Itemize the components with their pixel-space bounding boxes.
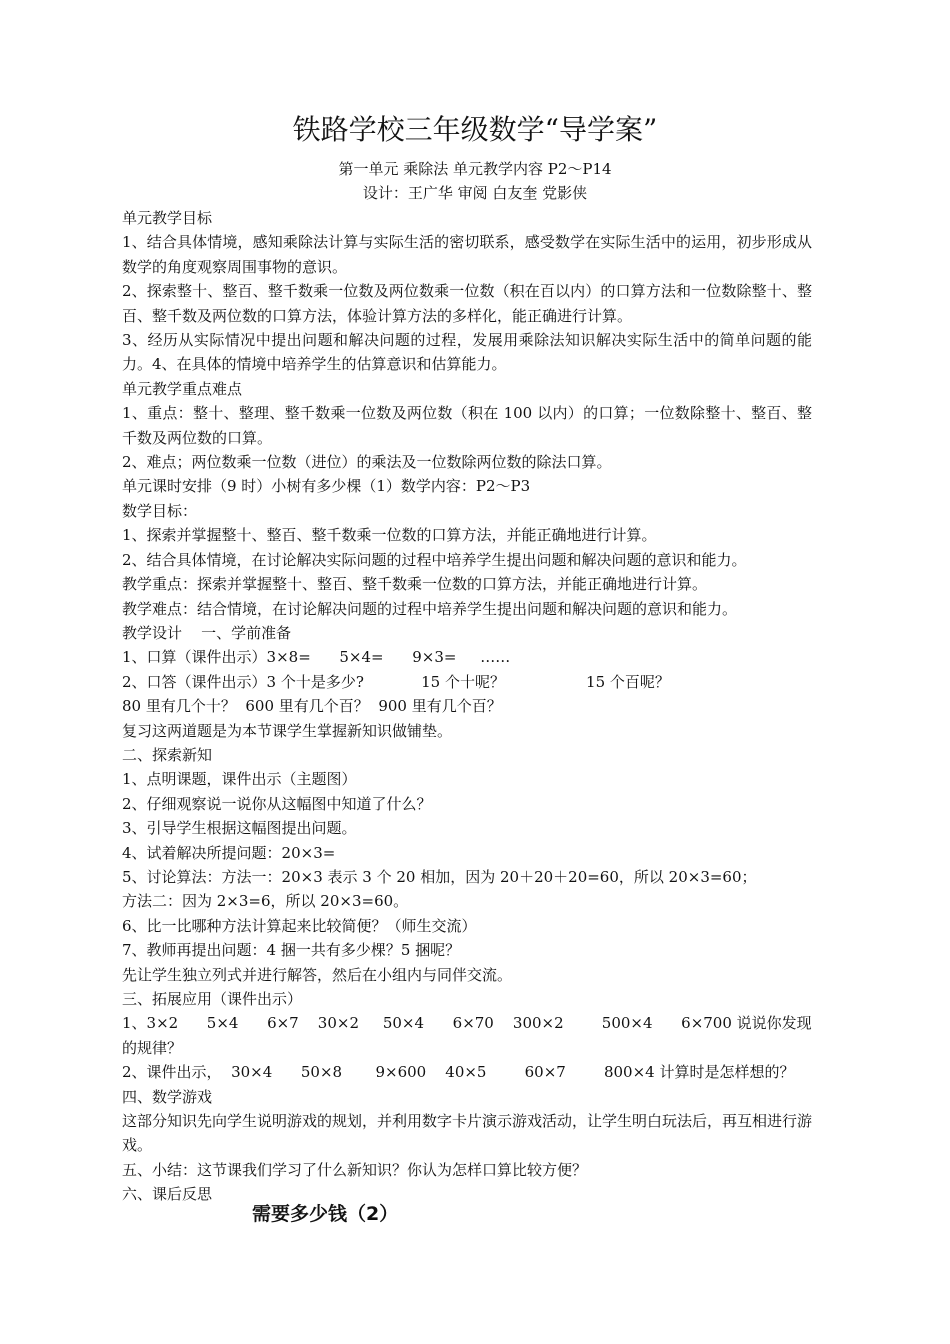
paragraph: 1、点明课题，课件出示（主题图） <box>122 770 357 789</box>
lesson-body <box>122 206 812 1207</box>
credits-line: 设计：王广华 审阅 白友奎 党影侠 <box>362 184 588 202</box>
paragraph: 复习这两道题是为本节课学生掌握新知识做铺垫。 <box>122 721 453 740</box>
paragraph: 先让学生独立列式并进行解答，然后在小组内与同伴交流。 <box>122 965 513 984</box>
paragraph: 五、小结：这节课我们学习了什么新知识？你认为怎样口算比较方便？ <box>122 1160 588 1179</box>
paragraph: 3、经历从实际情况中提出问题和解决问题的过程，发展用乘除法知识解决实际生活中的简单问题的能力。4、在具体的情境中培养学生的估算意识和估算能力。 <box>122 331 812 374</box>
paragraph: 2、仔细观察说一说你从这幅图中知道了什么？ <box>122 794 432 813</box>
unit-subtitle: 第一单元 乘除法 单元教学内容 P2～P14 <box>338 160 612 178</box>
section-heading: 四、数学游戏 <box>122 1087 213 1106</box>
section-heading: 三、拓展应用（课件出示） <box>122 990 303 1008</box>
paragraph: 教学重点：探索并掌握整十、整百、整千数乘一位数的口算方法，并能正确地进行计算。 <box>122 575 708 594</box>
paragraph: 80 里有几个十？ 600 里有几个百？ 900 里有几个百？ <box>122 697 502 716</box>
section-heading: 单元教学重点难点 <box>122 379 243 398</box>
paragraph: 1、结合具体情境，感知乘除法计算与实际生活的密切联系，感受数学在实际生活中的运用，初步形成从数学的角度观察周围事物的意识。 <box>122 233 812 276</box>
paragraph: 方法二：因为 2×3=6，所以 20×3=60。 <box>122 892 409 911</box>
paragraph: 2、结合具体情境，在讨论解决实际问题的过程中培养学生提出问题和解决问题的意识和能力。 <box>122 550 747 569</box>
paragraph: 6、比一比哪种方法计算起来比较简便？（师生交流） <box>122 916 477 935</box>
paragraph: 2、课件出示， 30×4 50×8 9×600 40×5 60×7 800×4 计算时是怎样想的？ <box>122 1063 795 1082</box>
next-lesson-title: 需要多少钱（2） <box>252 1203 399 1225</box>
section-heading: 教学设计 一、学前准备 <box>122 623 292 642</box>
section-heading: 二、探索新知 <box>122 745 213 764</box>
section-heading: 六、课后反思 <box>122 1185 213 1204</box>
paragraph: 1、重点：整十、整理、整千数乘一位数及两位数（积在 100 以内）的口算；一位数除整十、整百、整千数及两位数的口算。 <box>122 404 812 447</box>
paragraph: 这部分知识先向学生说明游戏的规划，并利用数字卡片演示游戏活动，让学生明白玩法后，再互相进行游戏。 <box>122 1112 813 1155</box>
paragraph: 5、讨论算法：方法一：20×3 表示 3 个 20 相加，因为 20＋20＋20=60，所以 20×3=60； <box>122 867 757 886</box>
paragraph: 单元课时安排（9 时）小树有多少棵（1）数学内容：P2～P3 <box>122 477 531 496</box>
paragraph: 1、3×2 5×4 6×7 30×2 50×4 6×70 300×2 500×4 6×700 说说你发现的规律？ <box>122 1014 812 1057</box>
paragraph: 7、教师再提出问题：4 捆一共有多少棵？5 捆呢？ <box>122 941 461 960</box>
paragraph: 2、探索整十、整百、整千数乘一位数及两位数乘一位数（积在百以内）的口算方法和一位数除整十、整百、整千数及两位数的口算方法，体验计算方法的多样化，能正确进行计算。 <box>122 282 812 325</box>
section-heading: 单元教学目标 <box>122 209 213 227</box>
paragraph: 1、口算（课件出示）3×8= 5×4= 9×3= …… <box>122 648 511 667</box>
paragraph: 3、引导学生根据这幅图提出问题。 <box>122 819 357 838</box>
document-title: 铁路学校三年级数学“导学案” <box>292 113 658 146</box>
paragraph: 4、试着解决所提问题：20×3= <box>122 843 336 862</box>
section-heading: 数学目标： <box>122 501 198 520</box>
paragraph: 教学难点：结合情境，在讨论解决问题的过程中培养学生提出问题和解决问题的意识和能力。 <box>122 599 738 618</box>
paragraph: 2、口答（课件出示）3 个十是多少? 15 个十呢？ 15 个百呢？ <box>122 672 670 691</box>
paragraph: 1、探索并掌握整十、整百、整千数乘一位数的口算方法，并能正确地进行计算。 <box>122 526 657 545</box>
paragraph: 2、难点；两位数乘一位数（进位）的乘法及一位数除两位数的除法口算。 <box>122 453 612 472</box>
